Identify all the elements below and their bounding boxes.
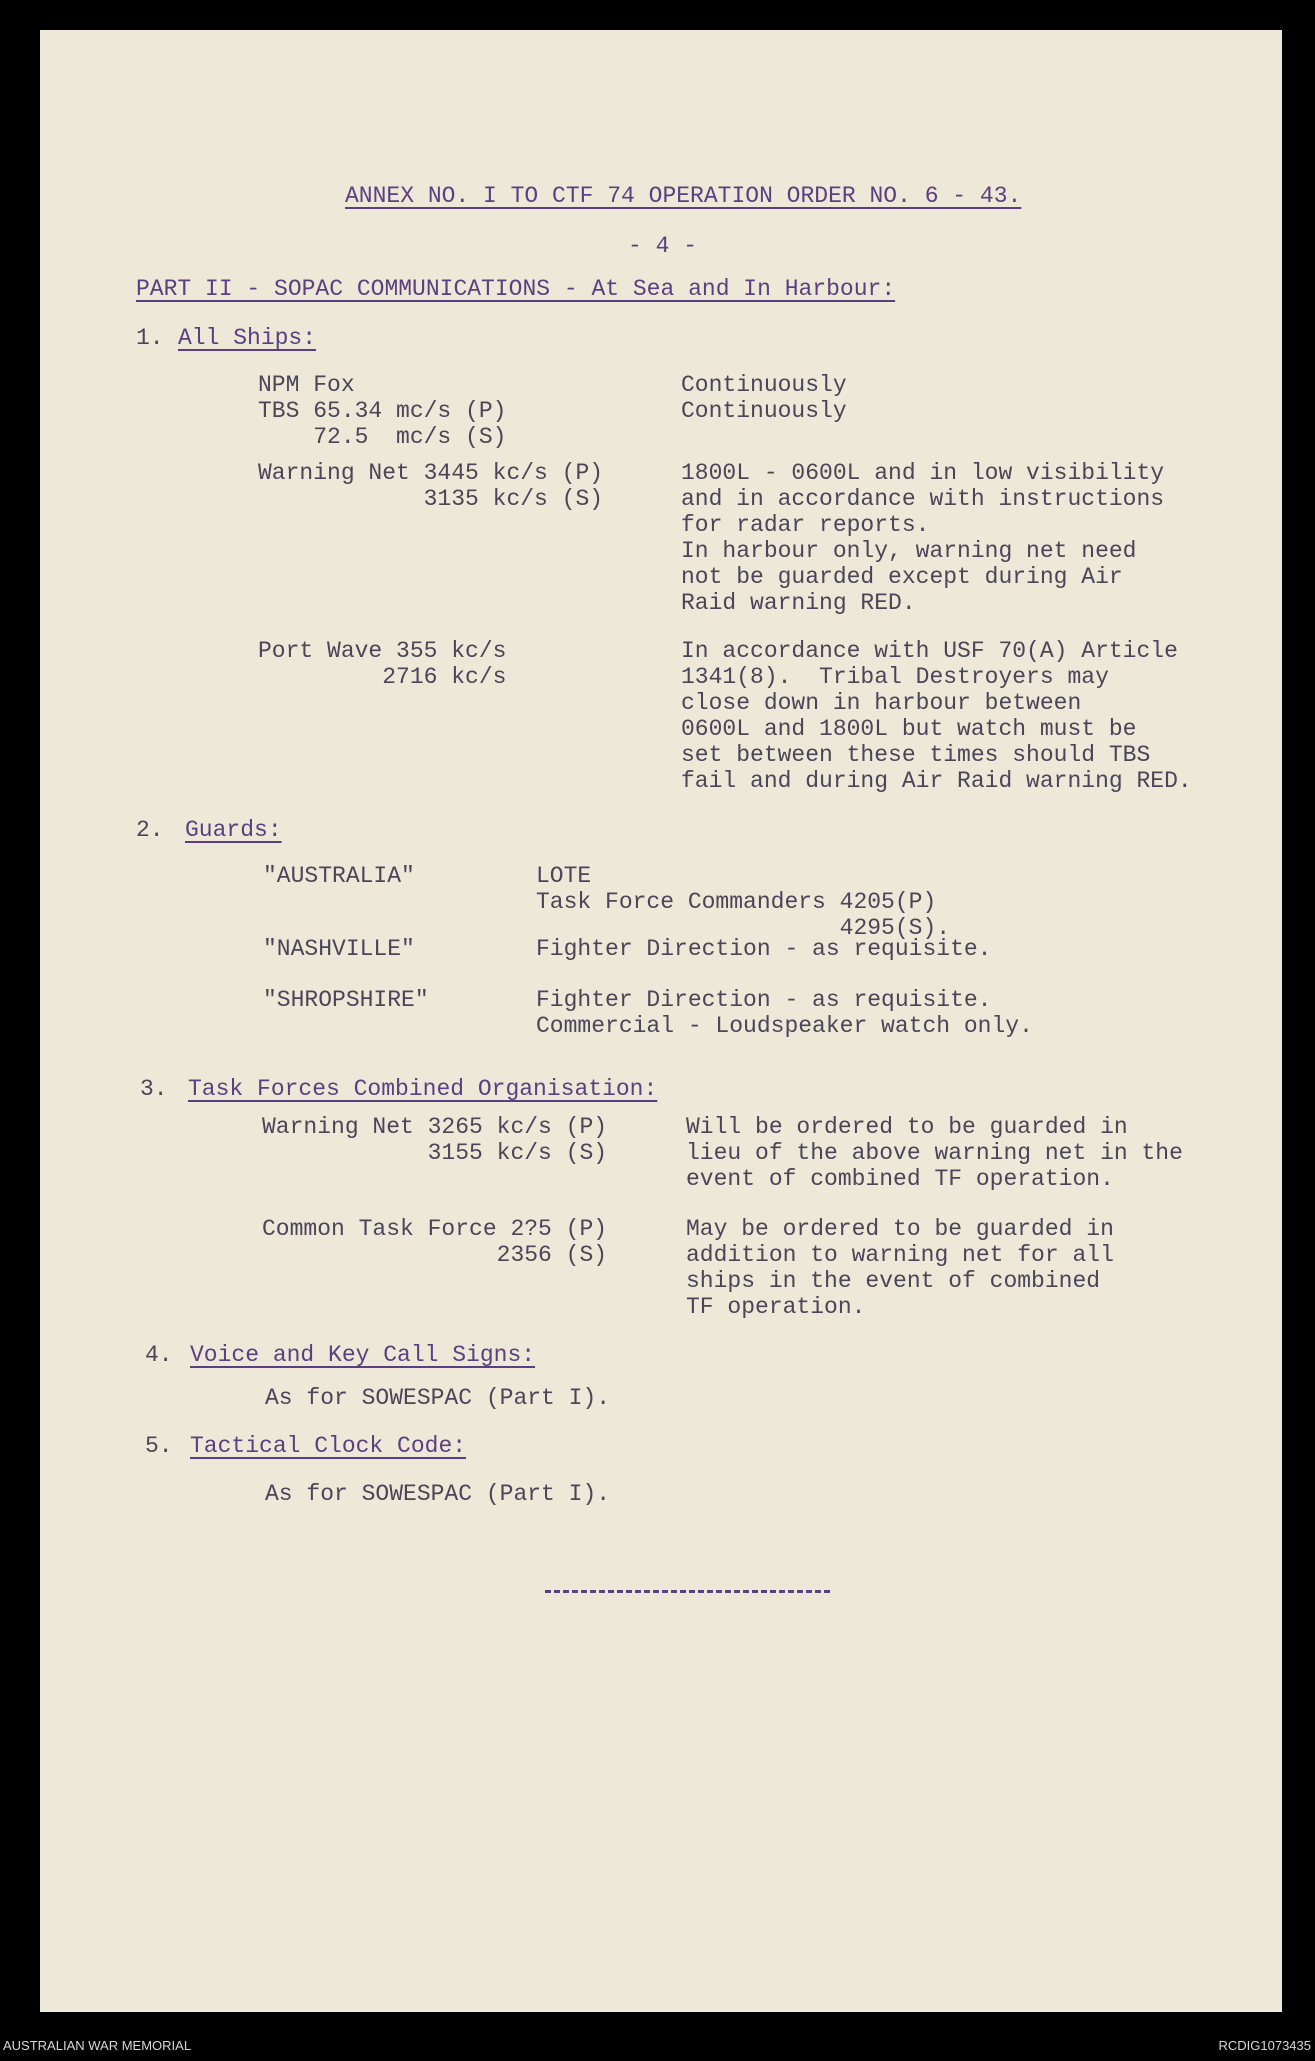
all-ships-npm-tbs: NPM Fox TBS 65.34 mc/s (P) 72.5 mc/s (S): [258, 372, 507, 450]
all-ships-port-wave: Port Wave 355 kc/s 2716 kc/s: [258, 638, 507, 690]
page-number: - 4 -: [628, 233, 698, 259]
all-ships-warning-net: Warning Net 3445 kc/s (P) 3135 kc/s (S): [258, 460, 604, 512]
section-3-number: 3.: [140, 1076, 168, 1102]
all-ships-warning-net-watch: 1800L - 0600L and in low visibility and in accordance with instructions for radar reports. In harbour only, warning net need not be guarded except during Air Raid warning RED.: [681, 460, 1165, 616]
footer-id: RCDIG1073435: [1218, 2038, 1311, 2053]
common-task-force: Common Task Force 2?5 (P) 2356 (S): [262, 1216, 608, 1268]
guard-duty-shropshire: Fighter Direction - as requisite. Commercial - Loudspeaker watch only.: [536, 987, 1033, 1039]
section-1-number: 1.: [136, 325, 164, 351]
end-rule: [545, 1590, 830, 1593]
section-1-heading: All Ships:: [178, 325, 317, 351]
guard-duty-nashville: Fighter Direction - as requisite.: [536, 936, 992, 962]
all-ships-npm-tbs-watch: Continuously Continuously: [681, 372, 847, 424]
section-4-heading: Voice and Key Call Signs:: [190, 1342, 536, 1368]
guard-duty-australia: LOTE Task Force Commanders 4205(P) 4295(S).: [536, 863, 951, 941]
section-2-number: 2.: [136, 817, 164, 843]
section-4-body: As for SOWESPAC (Part I).: [265, 1385, 611, 1411]
section-4-number: 4.: [145, 1342, 173, 1368]
annex-title: ANNEX NO. I TO CTF 74 OPERATION ORDER NO. 6 - 43.: [345, 183, 1022, 209]
footer-source: AUSTRALIAN WAR MEMORIAL: [3, 2038, 192, 2053]
guard-ship-shropshire: "SHROPSHIRE": [263, 987, 429, 1013]
combined-warning-net: Warning Net 3265 kc/s (P) 3155 kc/s (S): [262, 1114, 608, 1166]
section-5-heading: Tactical Clock Code:: [190, 1433, 467, 1459]
part-heading: PART II - SOPAC COMMUNICATIONS - At Sea and In Harbour:: [136, 276, 896, 302]
section-2-heading: Guards:: [185, 817, 282, 843]
combined-warning-net-note: Will be ordered to be guarded in lieu of the above warning net in the event of combined TF operation.: [686, 1114, 1183, 1192]
common-task-force-note: May be ordered to be guarded in addition to warning net for all ships in the event of combined TF operation.: [686, 1216, 1114, 1320]
section-5-body: As for SOWESPAC (Part I).: [265, 1481, 611, 1507]
all-ships-port-wave-watch: In accordance with USF 70(A) Article 1341(8). Tribal Destroyers may close down in harbour between 0600L and 1800L but watch must be set between these times should TBS fail and during Air Raid warning RED.: [681, 638, 1192, 794]
section-5-number: 5.: [145, 1433, 173, 1459]
guard-ship-nashville: "NASHVILLE": [263, 936, 415, 962]
guard-ship-australia: "AUSTRALIA": [263, 863, 415, 889]
section-3-heading: Task Forces Combined Organisation:: [188, 1076, 658, 1102]
